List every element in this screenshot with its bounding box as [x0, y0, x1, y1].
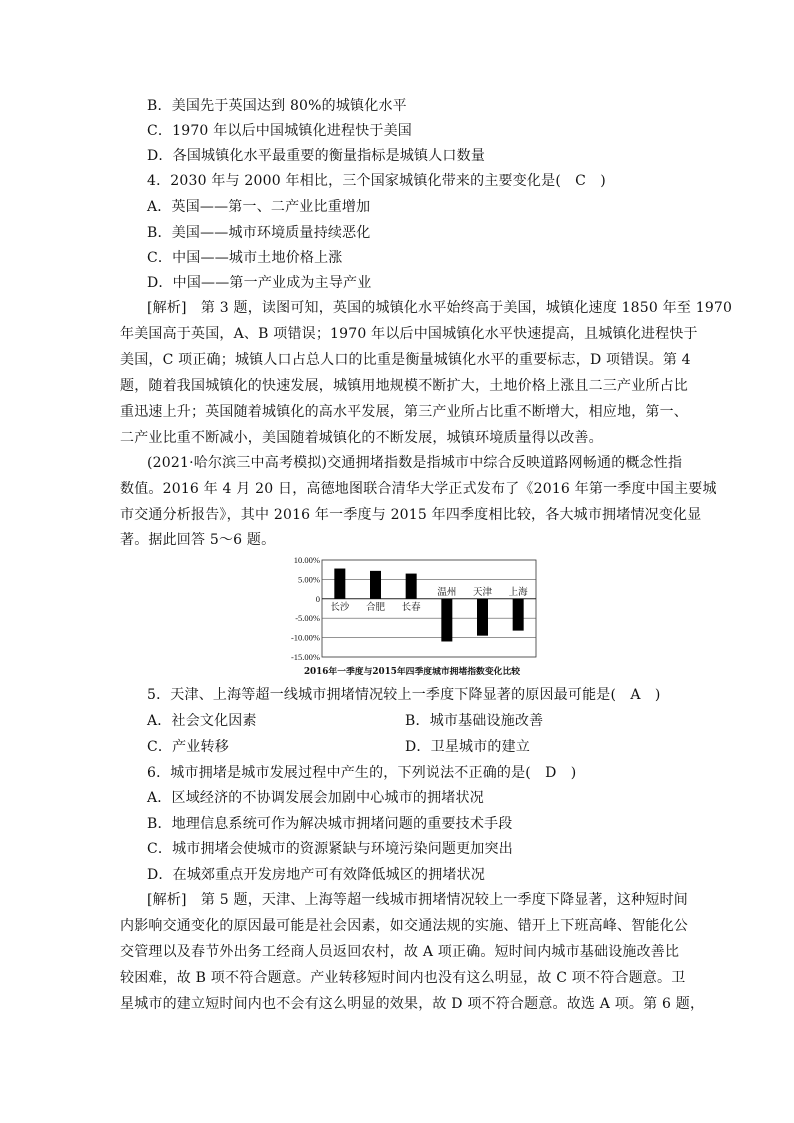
- intro-line: (2021·哈尔滨三中高考模拟)交通拥堵指数是指城市中综合反映道路网畅通的概念性指: [147, 455, 683, 471]
- q5-option-c: C．产业转移: [147, 739, 229, 755]
- analysis-line: 星城市的建立短时间内也不会有这么明显的效果，故 D 项不符合题意。故选 A 项。第 6 题，: [120, 996, 705, 1012]
- y-tick-label: -10.00%: [290, 632, 320, 643]
- chart-svg: [284, 554, 540, 678]
- intro-line: 数值。2016 年 4 月 20 日，高德地图联合清华大学正式发布了《2016 年第一季度中国主要城: [120, 481, 717, 497]
- analysis-line: 重迅速上升；英国随着城镇化的高水平发展，第三产业所占比重不断增大，相应地，第一、: [120, 404, 688, 420]
- congestion-chart: [284, 554, 540, 678]
- chart-title: 2016年一季度与2015年四季度城市拥堵指数变化比较: [303, 667, 521, 677]
- plot-frame: [322, 560, 536, 657]
- analysis-line: 较困难，故 B 项不符合题意。产业转移短时间内也没有这么明显，故 C 项不符合题意。卫: [120, 970, 686, 986]
- intro-line: 著。据此回答 5～6 题。: [120, 532, 276, 548]
- q6-option-a: A．区域经济的不协调发展会加剧中心城市的拥堵状况: [147, 790, 484, 806]
- q6-option-b: B．地理信息系统可作为解决城市拥堵问题的重要技术手段: [147, 816, 513, 832]
- analysis-line: 年美国高于英国，A、B 项错误；1970 年以后中国城镇化水平快速提高，且城镇化进程快于: [120, 326, 698, 342]
- q6-option-d: D．在城郊重点开发房地产可有效降低城区的拥堵状况: [147, 867, 486, 883]
- q4-option-b: B．美国——城市环境质量持续恶化: [147, 225, 371, 241]
- q5-option-d: D．卫星城市的建立: [405, 739, 531, 755]
- category-label: 天津: [472, 586, 493, 598]
- q4-option-d: D．中国——第一产业成为主导产业: [147, 275, 372, 291]
- analysis-line: 二产业比重不断减小，美国随着城镇化的不断发展，城镇环境质量得以改善。: [120, 430, 603, 446]
- category-label: 温州: [437, 586, 457, 598]
- q3-option-d: D．各国城镇化水平最重要的衡量指标是城镇人口数量: [147, 148, 486, 164]
- analysis-line: 内影响交通变化的原因最可能是社会因素，如交通法规的实施、错开上下班高峰、智能化公: [120, 918, 688, 934]
- q4-option-c: C．中国——城市土地价格上涨: [147, 250, 343, 266]
- q4-stem: 4．2030 年与 2000 年相比，三个国家城镇化带来的主要变化是( C ): [147, 173, 606, 189]
- y-tick-label: 0: [315, 593, 320, 604]
- category-label: 上海: [508, 586, 528, 598]
- q5-option-b: B．城市基础设施改善: [405, 713, 544, 729]
- q6-stem: 6．城市拥堵是城市发展过程中产生的，下列说法不正确的是( D ): [147, 765, 577, 781]
- y-tick-label: -5.00%: [295, 613, 320, 624]
- analysis-line: 题，随着我国城镇化的快速发展，城镇用地规模不断扩大，土地价格上涨且二三产业所占比: [120, 378, 688, 394]
- y-tick-label: 5.00%: [298, 574, 320, 585]
- q5-stem: 5．天津、上海等超一线城市拥堵情况较上一季度下降显著的原因最可能是( A ): [147, 687, 661, 703]
- intro-line: 市交通分析报告》，其中 2016 年一季度与 2015 年四季度相比较，各大城市拥堵情况变化显: [120, 507, 702, 523]
- q4-option-a: A．英国——第一、二产业比重增加: [147, 199, 371, 215]
- bar-温州: [441, 599, 452, 642]
- category-label: 合肥: [365, 601, 386, 613]
- analysis-line: [解析] 第 5 题，天津、上海等超一线城市拥堵情况较上一季度下降显著，这种短时间: [147, 892, 688, 908]
- bar-天津: [477, 599, 488, 636]
- bar-合肥: [370, 571, 381, 599]
- q3-option-c: C．1970 年以后中国城镇化进程快于美国: [147, 123, 412, 139]
- y-tick-label: -15.00%: [290, 652, 320, 662]
- category-label: 长沙: [330, 601, 350, 613]
- analysis-line: 美国，C 项正确；城镇人口占总人口的比重是衡量城镇化水平的重要标志，D 项错误。第 4: [120, 352, 691, 368]
- q3-option-b: B．美国先于英国达到 80%的城镇化水平: [147, 98, 407, 114]
- y-tick-label: 10.00%: [293, 555, 320, 565]
- bar-长沙: [334, 569, 345, 599]
- q5-option-a: A．社会文化因素: [147, 713, 257, 729]
- bar-长春: [406, 574, 417, 599]
- analysis-line: 交管理以及春节外出务工经商人员返回农村，故 A 项正确。短时间内城市基础设施改善比: [120, 944, 680, 960]
- bar-上海: [513, 599, 524, 631]
- q6-option-c: C．城市拥堵会使城市的资源紧缺与环境污染问题更加突出: [147, 841, 513, 857]
- category-label: 长春: [401, 601, 421, 613]
- analysis-line: [解析] 第 3 题，读图可知，英国的城镇化水平始终高于美国，城镇化速度 1850 年至 1970: [147, 300, 733, 316]
